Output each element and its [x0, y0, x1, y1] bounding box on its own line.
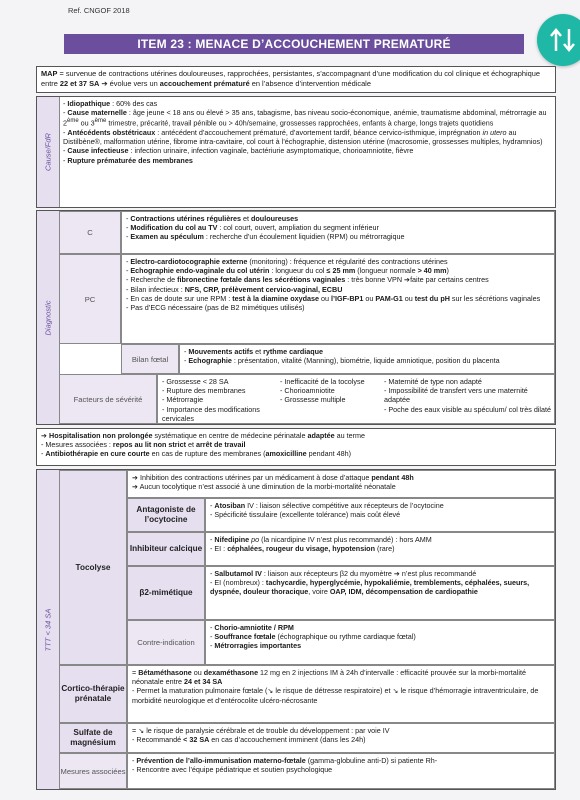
cortico-content: = Bétaméthasone ou dexaméthasone 12 mg en 2 injections IM à 24h d’intervalle : efficacité prouvée sur la morbi-mortalité néonatale entre 24 et 34 SA - Permet la maturation pulmonaire fœtale (↘ le risque de détresse respiratoire) et ↘ le risque d’hémorragie intraventriculaire, de morbidité neurologique et d’entérocolite ulcéro-nécrosante — [127, 665, 555, 723]
management-section — [36, 428, 556, 466]
diag-pc-label: PC — [59, 254, 121, 344]
beta-label: β2-mimétique — [127, 566, 205, 620]
diagnostic-section — [36, 210, 556, 425]
management-content: ➔ Hospitalisation non prolongée systématique en centre de médecine périnatale adaptée au terme - Mesures associées : repos au lit non strict et arrêt de travail - Antibiothérapie en cure courte en cas de rupture des membranes (amoxicilline pendant 48h) — [41, 431, 366, 459]
inhib-content: - Nifedipine po (la nicardipine IV n’est plus recommandé) : hors AMM - EI : céphalées, rougeur du visage, hypotension (rare) — [205, 532, 555, 566]
sulfate-label: Sulfate de magnésium — [59, 723, 127, 753]
ttt-section — [36, 469, 556, 790]
mesures-label: Mesures associées — [59, 753, 127, 789]
inhib-label: Inhibiteur calcique — [127, 532, 205, 566]
contre-label: Contre-indication — [127, 620, 205, 665]
ttt-label: TTT < 34 SA — [43, 608, 53, 651]
sort-button[interactable] — [537, 14, 580, 66]
contre-content: - Chorio-amniotite / RPM - Souffrance fœtale (échographique ou rythme cardiaque fœtal) - Métrorragies importantes — [205, 620, 555, 665]
reference-label: Ref. CNGOF 2018 — [68, 6, 130, 15]
antag-content: - Atosiban IV : liaison sélective compétitive aux récepteurs de l’ocytocine - Spécificité tissulaire (excellente tolérance) mais coût élevé — [205, 498, 555, 532]
sort-arrows-icon — [547, 26, 579, 54]
page-title: ITEM 23 : MENACE D’ACCOUCHEMENT PREMATURÉ — [64, 34, 524, 54]
map-definition: MAP = survenue de contractions utérines douloureuses, rapprochées, persistantes, s’accompagnant d’une modification du col clinique et échographique entre 22 et 37 SA ➔ évolue vers un accouchement prématuré en l’absence d’intervention médicale — [36, 66, 556, 93]
diag-bilan-content: - Mouvements actifs et rythme cardiaque - Echographie : présentation, vitalité (Manning), biométrie, liquide amniotique, position du placenta — [179, 344, 555, 374]
mesures-content: - Prévention de l’allo-immunisation materno-fœtale (gamma-globuline anti-D) si patiente Rh- - Rencontre avec l’équipe pédiatrique et soutien psychologique — [127, 753, 555, 789]
diag-facteurs-content: - Grossesse < 28 SA - Rupture des membranes - Métrorragie - Importance des modifications cervicales - Inefficacité de la tocolyse - Chorioamniotite - Grossesse multiple - Maternité de type non adapté - Impossibilité de transfert vers une maternité adaptée - Poche des eaux visible au spéculum/ col très dilaté — [157, 374, 555, 424]
sulfate-content: = ↘ le risque de paralysie cérébrale et de trouble du développement : par voie IV - Recommandé < 32 SA en cas d’accouchement imminent (dans les 24h) — [127, 723, 555, 753]
tocolyse-label: Tocolyse — [59, 470, 127, 665]
beta-content: - Salbutamol IV : liaison aux récepteurs β2 du myomètre ➔ n’est plus recommandé - EI (nombreux) : tachycardie, hyperglycémie, hypokaliémie, tremblements, céphalées, sueurs, dyspnée, douleur thoracique, voire OAP, IDM, décompensation de cardiopathie — [205, 566, 555, 620]
cortico-label: Cortico-thérapie prénatale — [59, 665, 127, 723]
diagnostic-label: Diagnostic — [43, 299, 53, 336]
diag-facteurs-label: Facteurs de sévérité — [59, 374, 157, 424]
diag-clinique-content: - Contractions utérines régulières et douloureuses - Modification du col au TV : col court, ouvert, ampliation du segment inférieur - Examen au spéculum : recherche d’un écoulement liquidien (RPM) ou métrorragique — [121, 211, 555, 254]
cause-label: Cause/FdR — [43, 133, 53, 171]
diag-pc-content: - Electro-cardiotocographie externe (monitoring) : fréquence et régularité des contractions utérines - Echographie endo-vaginale du col utérin : longueur du col ≤ 25 mm (longueur normale > 40 mm) - Recherche de fibronectine fœtale dans les sécrétions vaginales : très bonne VPN ➔faite par certains centres - Bilan infectieux : NFS, CRP, prélèvement cervico-vaginal, ECBU - En cas de doute sur une RPM : test à la diamine oxydase ou l’IGF-BP1 ou PAM-G1 ou test du pH sur les sécrétions vaginales - Pas d’ECG nécessaire (pas de B2 mimétiques utilisés) — [121, 254, 555, 344]
diag-bilan-label: Bilan fœtal — [121, 344, 179, 374]
antag-label: Antagoniste de l’ocytocine — [127, 498, 205, 532]
cause-content: - Idiopathique : 60% des cas - Cause maternelle : âge jeune < 18 ans ou élevé > 35 ans, tabagisme, bas niveau socio-économique, anémie, traumatisme abdominal, métrorragie au 2ème ou 3ème trimestre, précarité, travail pénible ou > 40h/semaine, grossesses rapprochées, enfants à charge, longs trajets quotidiens - Antécédents obstétricaux : antécédent d’accouchement prématuré, d’avortement tardif, béance cervico-isthmique, imprégnation in utero au Distilbène®, malformation utérine, fibrome intra-cavitaire, col court à l’échographie, distension utérine (macrosomie, grossesses multiples, hydramnios) - Cause infectieuse : infection urinaire, infection vaginale, bactériurie asymptomatique, chorioamniotite, fièvre - Rupture prématurée des membranes — [63, 99, 547, 165]
cause-section — [36, 96, 556, 208]
tocolyse-intro: ➔ Inhibition des contractions utérines par un médicament à dose d’attaque pendant 48h ➔ Aucun tocolytique n’est associé à une diminution de la morbi-mortalité néonatale — [127, 470, 555, 498]
diag-clinique-label: C — [59, 211, 121, 254]
